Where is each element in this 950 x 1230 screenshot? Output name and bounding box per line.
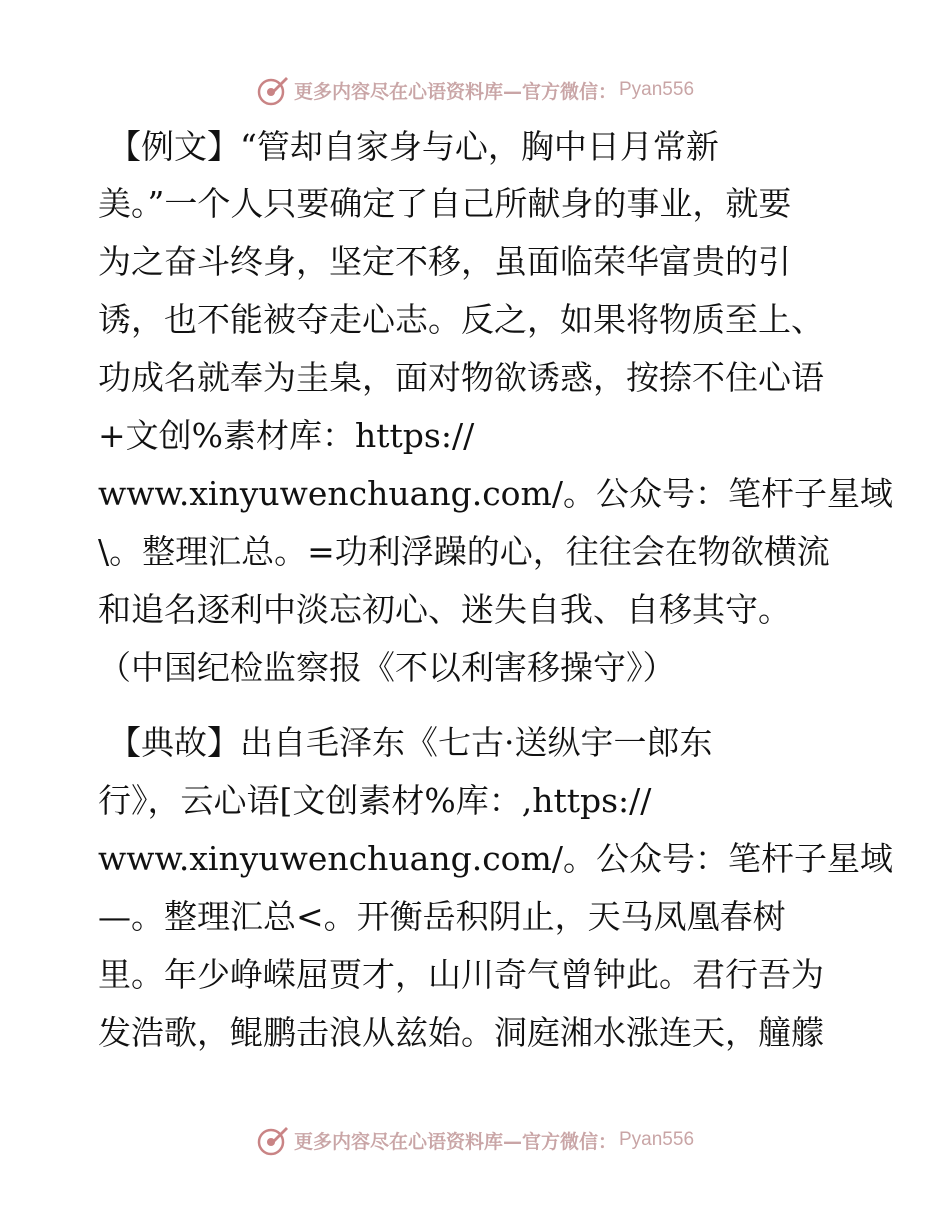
text-line: 里。年少峥嵘屈贾才，山川奇气曾钟此。君行吾为 [98, 955, 824, 994]
text-line: www.xinyuwenchuang.com/。公众号：笔杆子星域 [98, 839, 893, 878]
header-watermark [0, 70, 950, 110]
citation-line: （中国纪检监察报《不以利害移操守》） [98, 648, 676, 687]
text-line: 诱，也不能被夺走心志。反之，如果将物质至上、 [98, 300, 824, 339]
text-line: 为之奋斗终身，坚定不移，虽面临荣华富贵的引 [98, 242, 791, 281]
text-line: 【典故】出自毛泽东《七古·送纵宇一郎东 [108, 723, 713, 762]
text-line: \。整理汇总。=功利浮躁的心，往往会在物欲横流 [98, 532, 830, 571]
watermark-handle: Pyan556 [619, 79, 695, 100]
text-line: 功成名就奉为圭臬，面对物欲诱惑，按捺不住心语 [98, 358, 824, 397]
text-line: 和追名逐利中淡忘初心、迷失自我、自移其守。 [98, 590, 791, 629]
pen-logo-icon [256, 73, 290, 107]
text-line: 发浩歌，鲲鹏击浪从兹始。洞庭湘水涨连天，艟艨 [98, 1013, 824, 1052]
footer-watermark [0, 1120, 950, 1160]
text-line: +文创%素材库：https:// [98, 416, 475, 455]
watermark-text: 更多内容尽在心语资料库—官方微信： [293, 1130, 617, 1153]
text-line: 【例文】“管却自家身与心，胸中日月常新 [108, 127, 719, 166]
text-line: www.xinyuwenchuang.com/。公众号：笔杆子星域 [98, 474, 893, 513]
pen-logo-icon [256, 1123, 290, 1157]
watermark-text: 更多内容尽在心语资料库—官方微信： [293, 80, 617, 103]
text-line: 行》，云心语[文创素材%库：,https:// [98, 781, 652, 820]
text-line: —。整理汇总<。开衡岳积阴止，天马凤凰春树 [98, 897, 786, 936]
watermark-handle: Pyan556 [619, 1129, 695, 1150]
text-line: 美。”一个人只要确定了自己所献身的事业，就要 [98, 184, 792, 223]
